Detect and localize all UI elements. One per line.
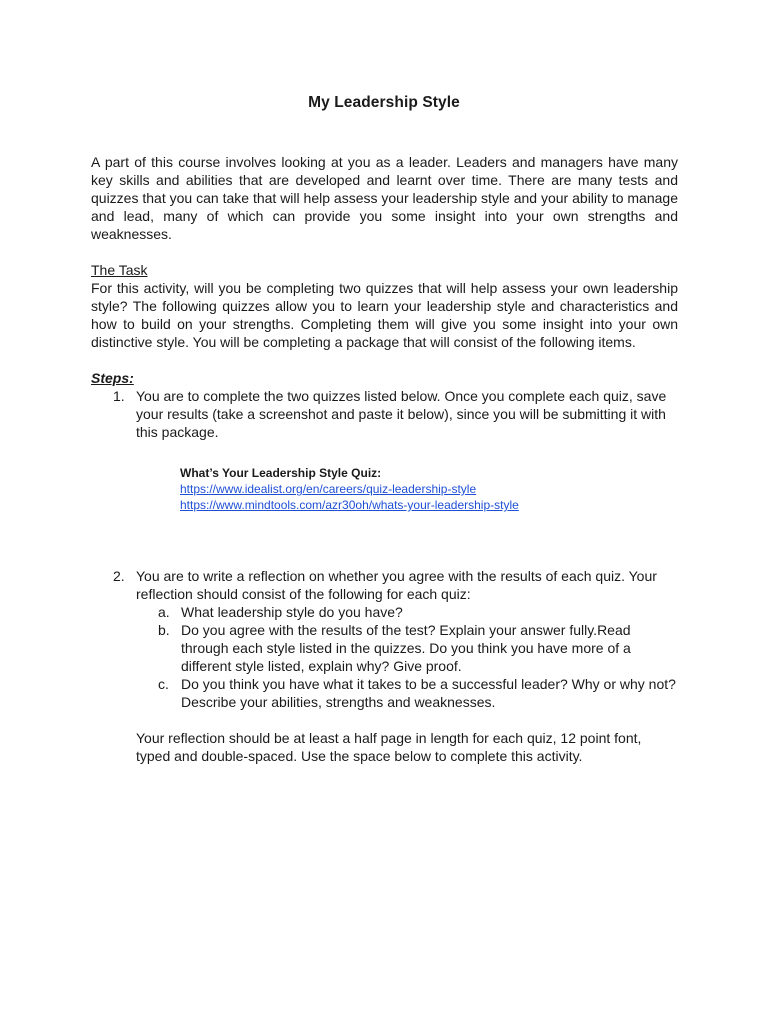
step-content [136,567,678,765]
step-item-2 [113,567,678,765]
task-heading: The Task [91,262,148,278]
intro-paragraph: A part of this course involves looking at you as a leader. Leaders and managers have many key skills and abilities that are developed and learnt over time. There are many tests and quizzes that you can take that will help assess your leadership style and your ability to manage and lead, many of which can provide you some insight into your own strengths and weaknesses. [91,154,678,242]
steps-heading: Steps: [91,370,134,386]
step-text: You are to write a reflection on whether you agree with the results of each quiz. Your reflection should consist of the following for each quiz: [136,568,657,602]
step-text: You are to complete the two quizzes listed below. Once you complete each quiz, save your results (take a screenshot and paste it below), since you will be submitting it with this package. [136,388,667,440]
document-body [91,153,678,765]
step-number: 1. [113,388,125,404]
sub-item-letter: c. [158,676,169,692]
sub-item-text: Do you agree with the results of the test? Explain your answer fully.Read through each style listed in the quizzes. Do you think you have more of a different style listed, explain why? Give proof. [181,622,631,674]
quiz-link-idealist[interactable]: https://www.idealist.org/en/careers/quiz-leadership-style [180,482,477,496]
closing-paragraph: Your reflection should be at least a half page in length for each quiz, 12 point font, typed and double-spaced. Use the space below to complete this activity. [136,730,642,764]
page-title: My Leadership Style [308,94,460,111]
sub-item-letter: a. [158,604,170,620]
sub-item-letter: b. [158,622,170,638]
sub-item-a [158,603,678,621]
quiz-link-mindtools[interactable]: https://www.mindtools.com/azr30oh/whats-your-leadership-style [180,498,519,512]
sub-item-text: What leadership style do you have? [181,604,403,620]
task-paragraph: For this activity, will you be completing two quizzes that will help assess your own leadership style? The following quizzes allow you to learn your leadership style and characteristics and how to build on your strengths. Completing them will give you some insight into your own distinctive style. You will be completing a package that will consist of the following items. [91,280,678,350]
sub-item-c [158,675,678,711]
quiz-title: What’s Your Leadership Style Quiz: [180,466,382,480]
sub-item-text: Do you think you have what it takes to be a successful leader? Why or why not? Describe your abilities, strengths and weaknesses. [181,676,676,710]
step-item-1 [113,387,678,441]
step-number: 2. [113,568,125,584]
sub-item-b [158,621,678,675]
quiz-links-block [180,465,678,513]
